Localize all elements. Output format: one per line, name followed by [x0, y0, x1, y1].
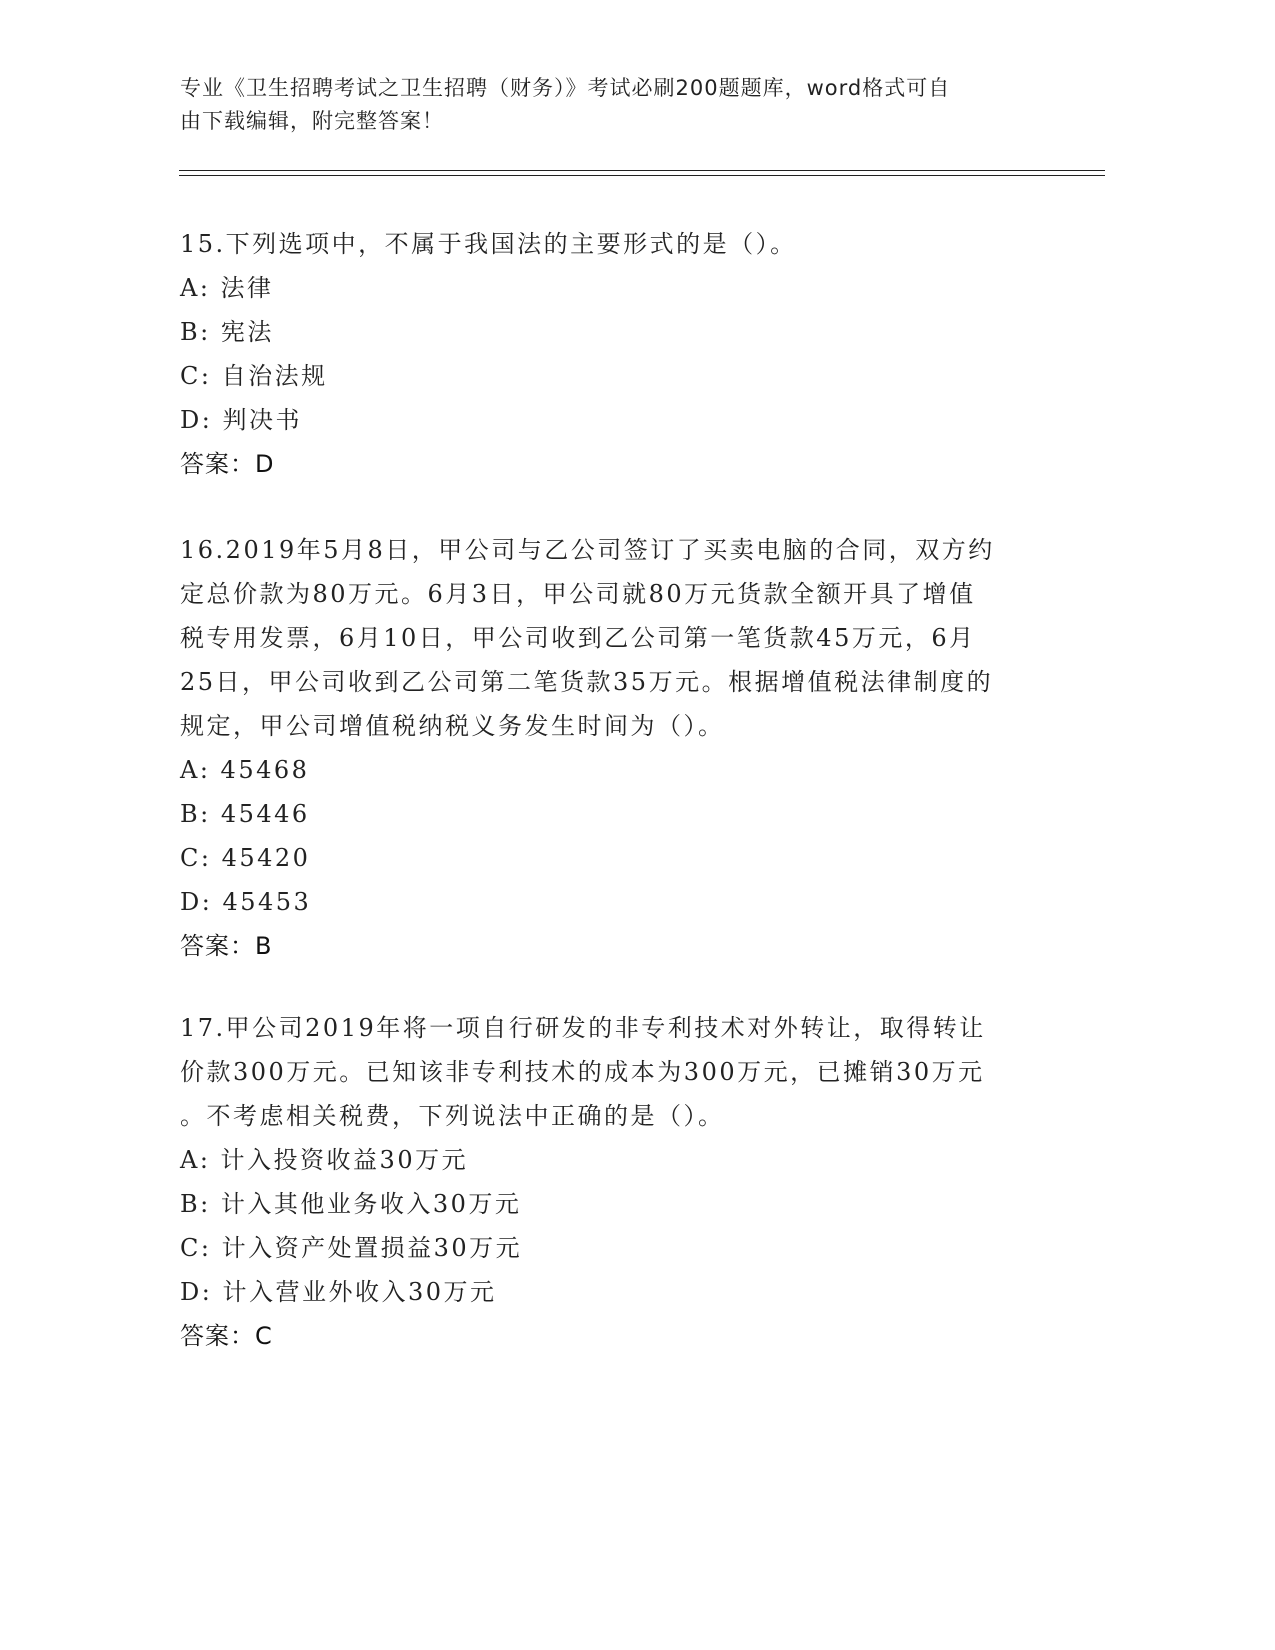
stem-line: 价款300万元。已知该非专利技术的成本为300万元，已摊销30万元	[180, 1058, 985, 1086]
question-15	[180, 222, 1060, 486]
answer-line: 答案：D	[180, 450, 275, 478]
stem-line: 。不考虑相关税费，下列说法中正确的是（）。	[180, 1102, 725, 1130]
stem-line: 15.下列选项中，不属于我国法的主要形式的是（）。	[180, 230, 797, 258]
question-17	[180, 1006, 1060, 1358]
stem-line: 16.2019年5月8日，甲公司与乙公司签订了买卖电脑的合同，双方约	[180, 536, 995, 564]
option-c: C: 45420	[180, 844, 311, 872]
question-16	[180, 528, 1060, 968]
option-c: C: 自治法规	[180, 362, 328, 390]
option-a: A: 45468	[180, 756, 310, 784]
option-a: A: 计入投资收益30万元	[180, 1146, 469, 1174]
header-line: 专业《卫生招聘考试之卫生招聘（财务）》考试必刷200题题库，word格式可自	[180, 76, 951, 100]
option-c: C: 计入资产处置损益30万元	[180, 1234, 523, 1262]
question-stem	[180, 528, 1060, 748]
option-d: D: 判决书	[180, 406, 302, 434]
stem-line: 定总价款为80万元。6月3日，甲公司就80万元货款全额开具了增值	[180, 580, 976, 608]
answer-line: 答案：C	[180, 1322, 273, 1350]
document-header	[180, 72, 1040, 138]
header-line: 由下载编辑，附完整答案！	[180, 109, 444, 133]
question-stem	[180, 222, 1060, 266]
option-b: B: 计入其他业务收入30万元	[180, 1190, 522, 1218]
answer-line: 答案：B	[180, 932, 273, 960]
option-d: D: 计入营业外收入30万元	[180, 1278, 497, 1306]
stem-line: 规定，甲公司增值税纳税义务发生时间为（）。	[180, 712, 725, 740]
option-d: D: 45453	[180, 888, 312, 916]
option-b: B: 45446	[180, 800, 310, 828]
stem-line: 17.甲公司2019年将一项自行研发的非专利技术对外转让，取得转让	[180, 1014, 986, 1042]
stem-line: 25日，甲公司收到乙公司第二笔货款35万元。根据增值税法律制度的	[180, 668, 994, 696]
question-stem	[180, 1006, 1060, 1138]
header-divider	[179, 170, 1105, 171]
stem-line: 税专用发票，6月10日，甲公司收到乙公司第一笔货款45万元，6月	[180, 624, 976, 652]
option-a: A: 法律	[180, 274, 274, 302]
header-divider	[179, 175, 1105, 176]
option-b: B: 宪法	[180, 318, 274, 346]
